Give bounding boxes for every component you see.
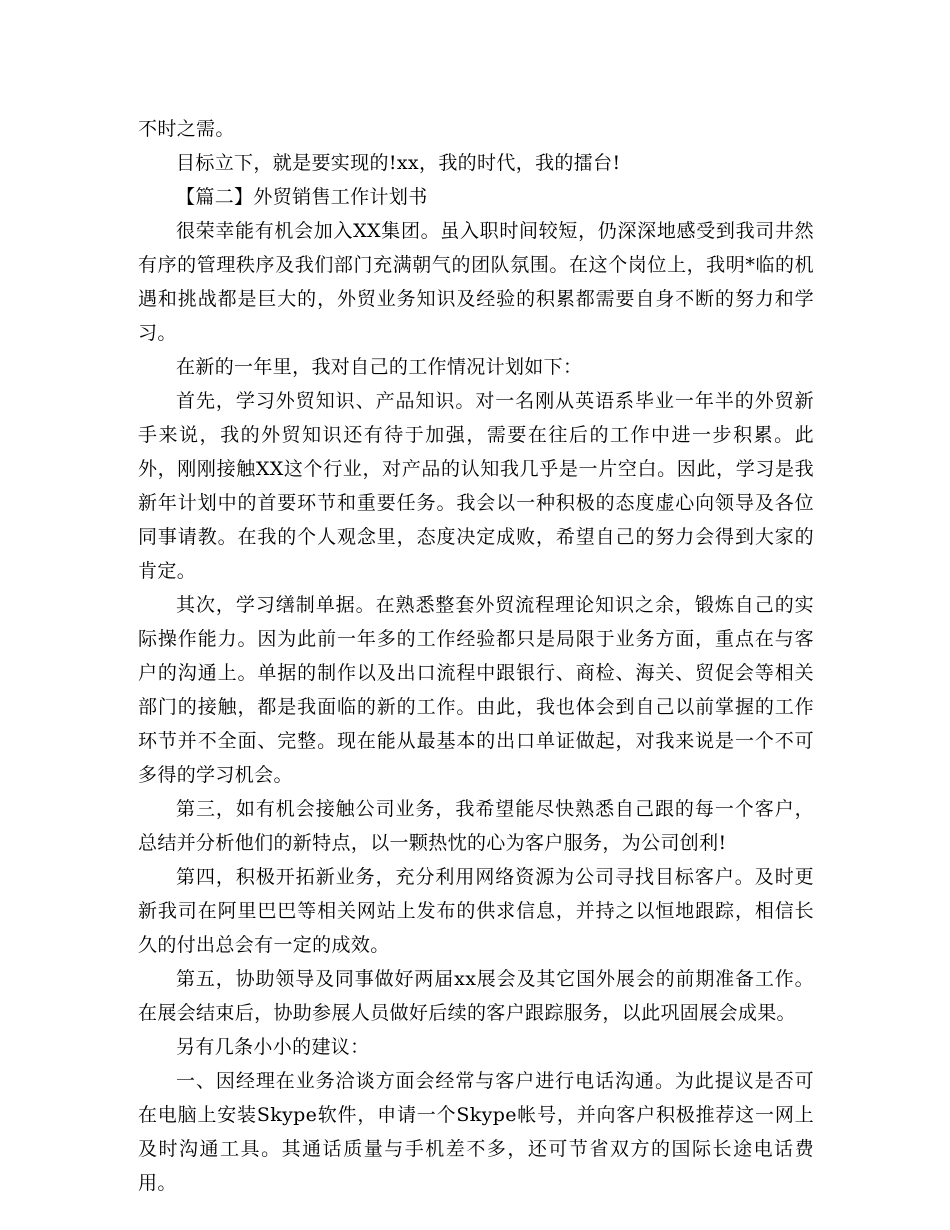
paragraph-second: 其次，学习缮制单据。在熟悉整套外贸流程理论知识之余，锻炼自己的实际操作能力。因为此前一年多的工作经验都只是局限于业务方面，重点在与客户的沟通上。单据的制作以及出口流程中跟银行、商检、海关、贸促会等相关部门的接触，都是我面临的新的工作。由此，我也体会到自己以前掌握的工作环节并不全面、完整。现在能从最基本的出口单证做起，对我来说是一个不可多得的学习机会。 bbox=[138, 594, 814, 786]
paragraph-first: 首先，学习外贸知识、产品知识。对一名刚从英语系毕业一年半的外贸新手来说，我的外贸知识还有待于加强，需要在往后的工作中进一步积累。此外，刚刚接触XX这个行业，对产品的认知我几乎是一片空白。因此，学习是我新年计划中的首要环节和重要任务。我会以一种积极的态度虚心向领导及各位同事请教。在我的个人观念里，态度决定成败，希望自己的努力会得到大家的肯定。 bbox=[138, 390, 814, 582]
paragraph-fifth: 第五，协助领导及同事做好两届xx展会及其它国外展会的前期准备工作。在展会结束后，协助参展人员做好后续的客户跟踪服务，以此巩固展会成果。 bbox=[138, 968, 814, 1024]
paragraph-goal: 目标立下，就是要实现的!xx，我的时代，我的擂台! bbox=[176, 152, 621, 174]
paragraph-fourth: 第四，积极开拓新业务，充分利用网络资源为公司寻找目标客户。及时更新我司在阿里巴巴等相关网站上发布的供求信息，并持之以恒地跟踪，相信长久的付出总会有一定的成效。 bbox=[138, 866, 814, 956]
paragraph-suggestion-one: 一、因经理在业务洽谈方面会经常与客户进行电话沟通。为此提议是否可在电脑上安装Skype软件，申请一个Skype帐号，并向客户积极推荐这一网上及时沟通工具。其通话质量与手机差不多，还可节省双方的国际长途电话费用。 bbox=[138, 1070, 814, 1194]
paragraph-intro: 很荣幸能有机会加入XX集团。虽入职时间较短，仍深深地感受到我司井然有序的管理秩序及我们部门充满朝气的团队氛围。在这个岗位上，我明*临的机遇和挑战都是巨大的，外贸业务知识及经验的积累都需要自身不断的努力和学习。 bbox=[138, 220, 814, 344]
section-heading: 【篇二】外贸销售工作计划书 bbox=[176, 186, 428, 208]
paragraph-continuation: 不时之需。 bbox=[138, 118, 235, 140]
paragraph-suggestions-lead: 另有几条小小的建议： bbox=[176, 1036, 370, 1058]
paragraph-plan-lead: 在新的一年里，我对自己的工作情况计划如下： bbox=[176, 356, 583, 378]
document-body bbox=[138, 112, 814, 1200]
paragraph-third: 第三，如有机会接触公司业务，我希望能尽快熟悉自己跟的每一个客户，总结并分析他们的新特点，以一颗热忱的心为客户服务，为公司创利! bbox=[138, 798, 814, 854]
